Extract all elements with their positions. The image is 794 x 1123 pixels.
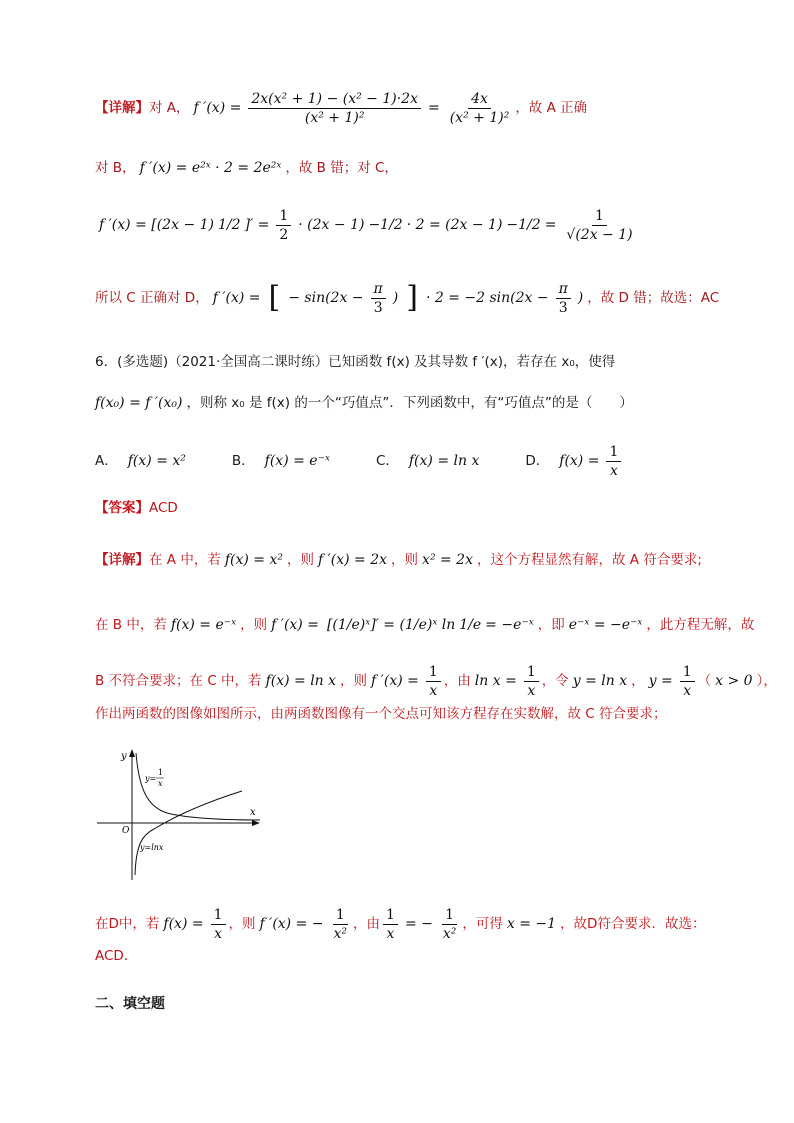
question-6-line1 xyxy=(95,352,734,372)
math-expr: y = ln x xyxy=(572,673,628,689)
answer-value: ACD xyxy=(149,500,178,516)
reciprocal-label-den: x xyxy=(158,779,163,788)
math-expr: f ′(x) = xyxy=(371,673,419,689)
fraction xyxy=(447,91,513,126)
detail-line-5 xyxy=(95,907,734,941)
denominator: (x² + 1)² xyxy=(449,109,510,126)
denominator: x² xyxy=(442,925,457,942)
text: ，则 xyxy=(228,916,256,932)
text: ，由 xyxy=(353,916,381,932)
text: 作出两函数的图像如图所示，由两函数图像有一个交点可知该方程存在实数解，故 C 符合要求； xyxy=(95,706,667,722)
text: ，故D符合要求．故选： xyxy=(560,916,706,932)
fraction xyxy=(440,907,460,942)
exponent: −1/2 xyxy=(506,217,541,233)
math-expr: · 2 = (2x − 1) xyxy=(406,217,503,233)
option-expr: f(x) = ln x xyxy=(408,453,480,469)
detail-tag: 【详解】 xyxy=(95,552,149,568)
text: ，则 xyxy=(391,552,419,568)
numerator: 1 xyxy=(524,664,539,682)
detail-line-4 xyxy=(95,704,734,724)
fraction xyxy=(248,91,421,126)
numerator: 1 xyxy=(211,907,226,925)
bracket: ] xyxy=(406,280,418,315)
option-d xyxy=(525,444,624,479)
numerator: 1 xyxy=(333,907,348,925)
fraction xyxy=(680,664,695,699)
math-expr: x = −1 xyxy=(506,916,557,932)
option-label: D． xyxy=(525,453,550,469)
denominator: x xyxy=(429,682,438,699)
numerator: 1 xyxy=(426,664,441,682)
numerator: 2x(x² + 1) − (x² − 1)·2x xyxy=(248,91,421,109)
math-expr: ln x = xyxy=(474,673,517,689)
detail-a-line xyxy=(95,90,734,126)
denominator: 2 xyxy=(279,226,289,243)
detail-line-1 xyxy=(95,550,734,570)
math-expr: f ′(x) = [(2x − 1) xyxy=(99,217,214,233)
text: ）， xyxy=(756,673,777,689)
text: （ xyxy=(697,673,712,689)
math-expr: − sin(2x − xyxy=(288,290,364,306)
question-6-line2 xyxy=(95,393,734,413)
option-b xyxy=(232,451,334,471)
detail-d-line xyxy=(95,280,734,316)
text: ，这个方程显然有解，故 A 符合要求; xyxy=(477,552,702,568)
math-expr: f(x) = e⁻ˣ xyxy=(170,617,237,633)
denominator: x² xyxy=(333,925,348,942)
numerator: π xyxy=(371,281,386,299)
fraction xyxy=(524,664,539,699)
question-text: 6．(多选题)（2021·全国高二课时练）已知函数 f(x) 及其导数 f ′(x)，若存在 x₀，使得 xyxy=(95,354,616,370)
text: ，故 A 正确 xyxy=(515,100,588,116)
fraction xyxy=(606,444,621,479)
math-expr: ) xyxy=(392,290,399,306)
math-expr: f ′(x) = xyxy=(212,290,261,306)
math-expr: y = xyxy=(648,673,673,689)
text: 所以 C 正确对 D， xyxy=(95,290,209,306)
x-axis-label: x xyxy=(250,807,256,818)
denominator: x xyxy=(527,682,536,699)
detail-line-3 xyxy=(95,663,777,699)
math-expr: x² = 2x xyxy=(422,552,473,568)
origin-label: O xyxy=(122,826,130,836)
math-expr: f ′(x) = xyxy=(193,100,242,116)
math-expr: f(x) = xyxy=(163,916,204,932)
math-expr: = − xyxy=(404,916,433,932)
reciprocal-curve xyxy=(136,753,260,820)
text: 对 A， xyxy=(149,100,190,116)
denominator: x xyxy=(609,462,618,479)
option-label: B． xyxy=(231,453,255,469)
fraction xyxy=(211,907,226,942)
text: ，则 xyxy=(340,673,368,689)
numerator: 4x xyxy=(468,91,491,109)
math-expr: ) xyxy=(577,290,584,306)
option-c xyxy=(376,451,483,471)
option-label: A． xyxy=(95,453,118,469)
text: ，故 D 错；故选：AC xyxy=(587,290,720,306)
section-heading: 二、填空题 xyxy=(95,996,165,1012)
function-graph xyxy=(92,745,267,885)
text: ，则 xyxy=(286,552,314,568)
denominator: 3 xyxy=(558,299,568,316)
text: 在 B 中，若 xyxy=(95,617,167,633)
math-expr: · 2 = −2 sin(2x − xyxy=(425,290,549,306)
numerator: 1 xyxy=(383,907,398,925)
bracket: [ xyxy=(268,280,281,315)
text: ，由 xyxy=(443,673,471,689)
denominator: (x² + 1)² xyxy=(304,109,365,126)
ln-label: y=lnx xyxy=(140,843,164,852)
math-expr: f ′(x) = − xyxy=(259,916,324,932)
y-axis-arrow xyxy=(129,749,135,757)
denominator: x xyxy=(386,925,395,942)
answer-line xyxy=(95,498,734,518)
fraction xyxy=(371,281,386,316)
text: 对 B， xyxy=(95,160,136,176)
option-a xyxy=(95,451,190,471)
math-expr: f ′(x) = xyxy=(271,617,319,633)
text: ， xyxy=(631,673,645,689)
numerator: 1 xyxy=(606,444,621,462)
math-expr: f ′(x) = e²ˣ · 2 = 2e²ˣ xyxy=(139,160,282,176)
fraction xyxy=(383,907,398,942)
option-expr: f(x) = xyxy=(559,453,600,469)
math-expr: f(x) = ln x xyxy=(265,673,337,689)
math-expr: f(x) = x² xyxy=(224,552,283,568)
detail-line-6 xyxy=(95,946,734,966)
numerator: 1 xyxy=(276,208,291,226)
ln-curve xyxy=(135,791,242,875)
numerator: 1 xyxy=(442,907,457,925)
equals: = xyxy=(427,100,440,116)
math-expr: f ′(x) = 2x xyxy=(317,552,388,568)
math-expr: · (2x − 1) xyxy=(298,217,365,233)
numerator: 1 xyxy=(592,208,607,226)
math-expr: 1/e xyxy=(459,617,482,633)
text: ，令 xyxy=(541,673,569,689)
detail-tag: 【详解】 xyxy=(95,100,149,116)
math-expr: e⁻ˣ = −e⁻ˣ xyxy=(568,617,643,633)
fraction xyxy=(556,281,571,316)
math-expr: = xyxy=(544,217,557,233)
text: ，则 xyxy=(240,617,268,633)
text: 在 A 中，若 xyxy=(149,552,221,568)
math-expr: x > 0 xyxy=(715,673,753,689)
text: ，即 xyxy=(537,617,565,633)
detail-line-2 xyxy=(95,608,755,642)
reciprocal-label-num: 1 xyxy=(158,768,164,777)
math-expr: [(1/e)ˣ]′ = (1/e)ˣ ln xyxy=(326,617,456,633)
numerator: π xyxy=(556,281,571,299)
fraction xyxy=(331,907,351,942)
option-expr: f(x) = e⁻ˣ xyxy=(264,453,330,469)
question-6-options xyxy=(95,443,734,479)
exponent: −1/2 xyxy=(368,217,403,233)
text: B 不符合要求；在 C 中，若 xyxy=(95,673,262,689)
y-axis-label: y xyxy=(121,751,127,762)
math-expr: ]′ = xyxy=(244,217,270,233)
answer-tag: 【答案】 xyxy=(95,500,149,516)
option-label: C． xyxy=(375,453,399,469)
exponent: 1/2 xyxy=(218,217,241,233)
question-text: ，则称 x₀ 是 f(x) 的一个“巧值点”．下列函数中，有“巧值点”的是（ ） xyxy=(186,395,633,411)
denominator: x xyxy=(214,925,222,942)
text: ，故 B 错；对 C， xyxy=(285,160,398,176)
denominator: 3 xyxy=(373,299,383,316)
text: ，此方程无解，故 xyxy=(646,617,755,633)
detail-b-line xyxy=(95,158,734,178)
math-expr: = −e⁻ˣ xyxy=(485,617,534,633)
text: ，可得 xyxy=(462,916,503,932)
detail-c-line xyxy=(95,207,734,243)
fraction xyxy=(426,664,441,699)
fraction xyxy=(563,208,635,243)
x-axis-arrow xyxy=(252,820,260,826)
text: ACD． xyxy=(95,948,138,964)
reciprocal-label: y= xyxy=(145,774,157,783)
fraction xyxy=(276,208,291,243)
option-expr: f(x) = x² xyxy=(127,453,186,469)
math-expr: f(x₀) = f ′(x₀) xyxy=(95,395,183,411)
numerator: 1 xyxy=(680,664,695,682)
denominator: √(2x − 1) xyxy=(566,226,633,243)
text: 在D中，若 xyxy=(95,916,160,932)
denominator: x xyxy=(683,682,692,699)
